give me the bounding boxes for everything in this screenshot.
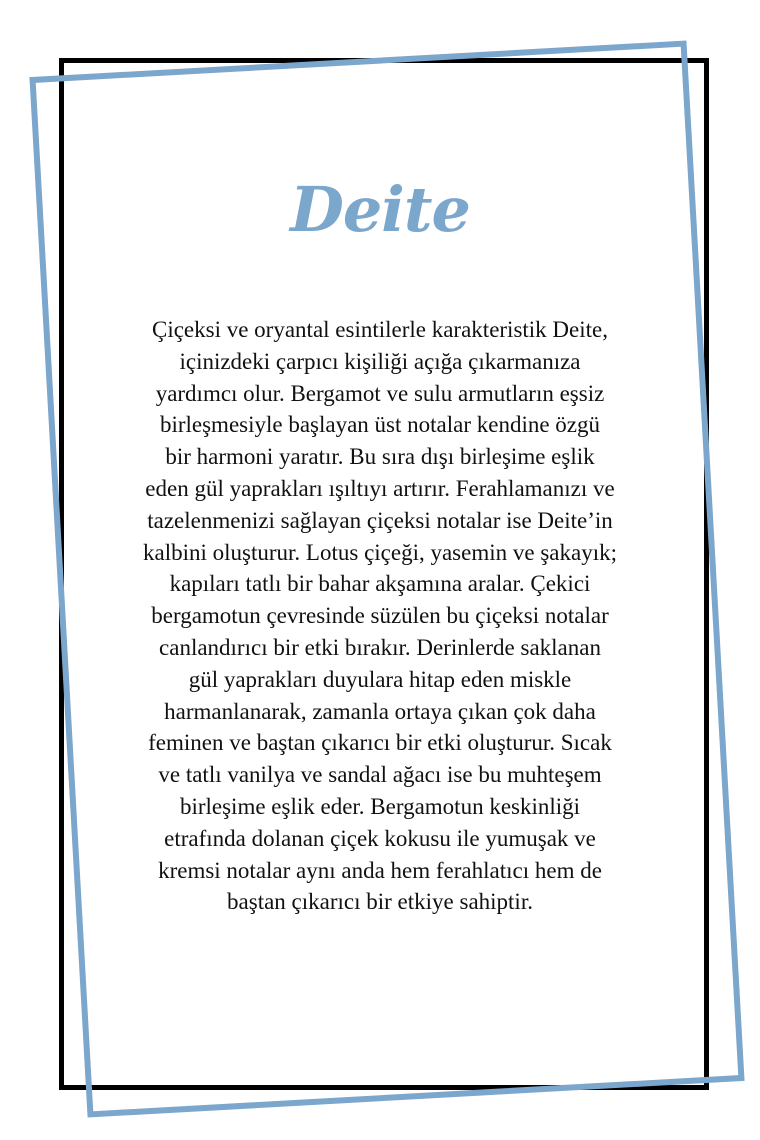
description-line: gül yaprakları duyulara hitap eden miskle <box>188 666 572 692</box>
page-content <box>100 170 660 918</box>
description-line: bir harmoni yaratır. Bu sıra dışı birleşime eşlik <box>165 444 595 470</box>
description-line: Çiçeksi ve oryantal esintilerle karakteristik Deite, <box>151 317 608 342</box>
description-line: baştan çıkarıcı bir etkiye sahiptir. <box>227 889 533 915</box>
description-line: kremsi notalar aynı anda hem ferahlatıcı hem de <box>158 857 602 883</box>
description-line: içinizdeki çarpıcı kişiliği açığa çıkarmanıza <box>179 348 581 374</box>
description-line: kapıları tatlı bir bahar akşamına aralar. Çekici <box>169 571 591 597</box>
description-line: etrafında dolanan çiçek kokusu ile yumuşak ve <box>164 825 596 851</box>
description-line: tazelenmenizi sağlayan çiçeksi notalar ise Deite’in <box>147 507 613 533</box>
description-line: yardımcı olur. Bergamot ve sulu armutların eşsiz <box>155 380 605 406</box>
description-line: feminen ve baştan çıkarıcı bir etki oluşturur. Sıcak <box>148 730 612 756</box>
description-line: canlandırıcı bir etki bırakır. Derinlerde saklanan <box>159 634 601 660</box>
page-title: Deite <box>290 173 470 246</box>
description-text <box>100 314 660 918</box>
description-line: ve tatlı vanilya ve sandal ağacı ise bu muhteşem <box>158 762 602 788</box>
description-line: bergamotun çevresinde süzülen bu çiçeksi notalar <box>151 603 609 629</box>
description-line: eden gül yaprakları ışıltıyı artırır. Ferahlamanızı ve <box>145 475 615 501</box>
description-line: birleşime eşlik eder. Bergamotun keskinliği <box>179 793 581 819</box>
description-line: kalbini oluşturur. Lotus çiçeği, yasemin ve şakayık; <box>143 539 617 565</box>
description-line: birleşmesiyle başlayan üst notalar kendine özgü <box>159 412 601 438</box>
description-line: harmanlanarak, zamanla ortaya çıkan çok daha <box>164 698 596 724</box>
